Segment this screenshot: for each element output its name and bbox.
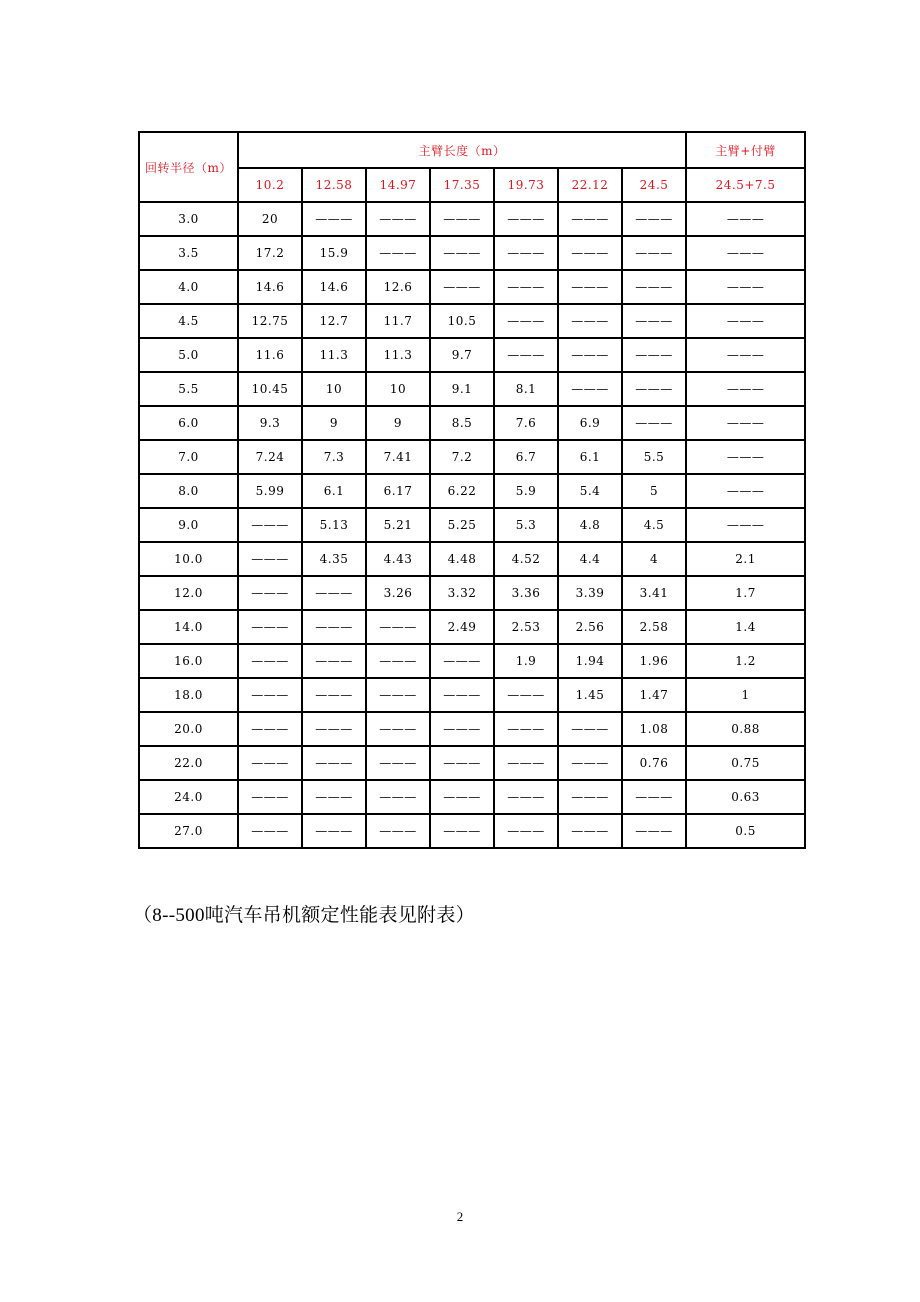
capacity-cell: ——— xyxy=(366,780,430,814)
boom-length-header: 12.58 xyxy=(302,168,366,202)
radius-cell: 14.0 xyxy=(139,610,238,644)
capacity-cell: 3.41 xyxy=(622,576,686,610)
capacity-cell: 6.1 xyxy=(558,440,622,474)
capacity-cell: ——— xyxy=(430,202,494,236)
capacity-cell: 9 xyxy=(302,406,366,440)
capacity-cell: 0.76 xyxy=(622,746,686,780)
capacity-cell: 2.58 xyxy=(622,610,686,644)
capacity-cell: ——— xyxy=(302,576,366,610)
table-row xyxy=(139,304,805,338)
capacity-cell: 1.7 xyxy=(686,576,805,610)
capacity-cell: ——— xyxy=(430,270,494,304)
capacity-cell: 5.3 xyxy=(494,508,558,542)
capacity-cell: 11.7 xyxy=(366,304,430,338)
capacity-cell: ——— xyxy=(558,814,622,848)
capacity-cell: ——— xyxy=(238,814,302,848)
capacity-cell: 1.45 xyxy=(558,678,622,712)
table-row xyxy=(139,202,805,236)
capacity-cell: 4.43 xyxy=(366,542,430,576)
capacity-cell: ——— xyxy=(366,712,430,746)
capacity-cell: 11.3 xyxy=(366,338,430,372)
radius-cell: 24.0 xyxy=(139,780,238,814)
capacity-cell: ——— xyxy=(558,338,622,372)
capacity-cell: 11.6 xyxy=(238,338,302,372)
radius-cell: 3.5 xyxy=(139,236,238,270)
capacity-cell: ——— xyxy=(302,814,366,848)
capacity-cell: 5.9 xyxy=(494,474,558,508)
capacity-cell: ——— xyxy=(494,678,558,712)
capacity-cell: 5.25 xyxy=(430,508,494,542)
radius-cell: 8.0 xyxy=(139,474,238,508)
table-row xyxy=(139,814,805,848)
capacity-cell: ——— xyxy=(302,678,366,712)
capacity-cell: ——— xyxy=(494,304,558,338)
capacity-cell: 4 xyxy=(622,542,686,576)
capacity-cell: 4.52 xyxy=(494,542,558,576)
capacity-cell: 4.35 xyxy=(302,542,366,576)
capacity-cell: ——— xyxy=(238,746,302,780)
capacity-cell: 12.6 xyxy=(366,270,430,304)
crane-capacity-table xyxy=(138,131,806,849)
capacity-cell: 0.63 xyxy=(686,780,805,814)
radius-cell: 5.5 xyxy=(139,372,238,406)
capacity-cell: 5.99 xyxy=(238,474,302,508)
capacity-cell: 0.88 xyxy=(686,712,805,746)
capacity-cell: ——— xyxy=(558,780,622,814)
capacity-cell: ——— xyxy=(366,814,430,848)
radius-cell: 4.5 xyxy=(139,304,238,338)
page-number: 2 xyxy=(456,1209,464,1224)
capacity-cell: ——— xyxy=(686,304,805,338)
capacity-cell: 10 xyxy=(366,372,430,406)
capacity-cell: ——— xyxy=(622,304,686,338)
capacity-cell: ——— xyxy=(238,780,302,814)
capacity-cell: ——— xyxy=(366,678,430,712)
capacity-cell: 9.7 xyxy=(430,338,494,372)
capacity-cell: ——— xyxy=(366,236,430,270)
capacity-cell: ——— xyxy=(686,440,805,474)
radius-cell: 22.0 xyxy=(139,746,238,780)
capacity-cell: ——— xyxy=(686,406,805,440)
capacity-cell: 12.7 xyxy=(302,304,366,338)
capacity-cell: ——— xyxy=(238,610,302,644)
capacity-cell: ——— xyxy=(686,508,805,542)
radius-cell: 18.0 xyxy=(139,678,238,712)
capacity-cell: ——— xyxy=(494,202,558,236)
table-row xyxy=(139,372,805,406)
capacity-cell: ——— xyxy=(302,610,366,644)
capacity-cell: 5.21 xyxy=(366,508,430,542)
capacity-cell: 12.75 xyxy=(238,304,302,338)
capacity-cell: ——— xyxy=(686,236,805,270)
radius-cell: 27.0 xyxy=(139,814,238,848)
capacity-cell: ——— xyxy=(238,644,302,678)
capacity-cell: 9.3 xyxy=(238,406,302,440)
capacity-cell: ——— xyxy=(430,236,494,270)
capacity-cell: ——— xyxy=(622,372,686,406)
radius-cell: 6.0 xyxy=(139,406,238,440)
capacity-cell: ——— xyxy=(366,644,430,678)
capacity-cell: 10.5 xyxy=(430,304,494,338)
capacity-cell: 6.7 xyxy=(494,440,558,474)
capacity-cell: 2.56 xyxy=(558,610,622,644)
capacity-cell: ——— xyxy=(238,576,302,610)
capacity-cell: 5.4 xyxy=(558,474,622,508)
radius-cell: 16.0 xyxy=(139,644,238,678)
capacity-cell: ——— xyxy=(494,236,558,270)
table-row xyxy=(139,712,805,746)
capacity-cell: 2.53 xyxy=(494,610,558,644)
table-row xyxy=(139,406,805,440)
capacity-cell: 2.49 xyxy=(430,610,494,644)
radius-cell: 10.0 xyxy=(139,542,238,576)
capacity-cell: ——— xyxy=(302,780,366,814)
capacity-cell: ——— xyxy=(558,372,622,406)
capacity-cell: ——— xyxy=(302,712,366,746)
capacity-cell: ——— xyxy=(622,780,686,814)
capacity-cell: 1.2 xyxy=(686,644,805,678)
capacity-cell: ——— xyxy=(302,644,366,678)
capacity-cell: ——— xyxy=(686,474,805,508)
radius-cell: 20.0 xyxy=(139,712,238,746)
boom-length-header: 24.5+7.5 xyxy=(686,168,805,202)
capacity-cell: 7.24 xyxy=(238,440,302,474)
table-row xyxy=(139,576,805,610)
radius-header: 回转半径（m） xyxy=(139,132,238,202)
capacity-cell: 14.6 xyxy=(302,270,366,304)
capacity-cell: 2.1 xyxy=(686,542,805,576)
capacity-cell: 5.13 xyxy=(302,508,366,542)
capacity-cell: ——— xyxy=(238,712,302,746)
table-row xyxy=(139,746,805,780)
boom-length-header: 24.5 xyxy=(622,168,686,202)
capacity-cell: ——— xyxy=(558,270,622,304)
capacity-cell: 3.26 xyxy=(366,576,430,610)
capacity-cell: 9 xyxy=(366,406,430,440)
capacity-cell: 17.2 xyxy=(238,236,302,270)
capacity-cell: 15.9 xyxy=(302,236,366,270)
main-boom-header: 主臂长度（m） xyxy=(238,132,686,168)
radius-cell: 12.0 xyxy=(139,576,238,610)
capacity-cell: ——— xyxy=(558,746,622,780)
capacity-cell: 1.47 xyxy=(622,678,686,712)
capacity-cell: 1.9 xyxy=(494,644,558,678)
capacity-cell: ——— xyxy=(686,372,805,406)
boom-length-header: 14.97 xyxy=(366,168,430,202)
capacity-cell: ——— xyxy=(366,746,430,780)
capacity-cell: ——— xyxy=(558,712,622,746)
radius-cell: 9.0 xyxy=(139,508,238,542)
capacity-cell: 0.75 xyxy=(686,746,805,780)
table-row xyxy=(139,440,805,474)
capacity-cell: 6.22 xyxy=(430,474,494,508)
table-row xyxy=(139,338,805,372)
capacity-cell: ——— xyxy=(366,202,430,236)
boom-length-header: 17.35 xyxy=(430,168,494,202)
capacity-cell: 11.3 xyxy=(302,338,366,372)
table-row xyxy=(139,474,805,508)
capacity-cell: 6.9 xyxy=(558,406,622,440)
capacity-cell: 7.2 xyxy=(430,440,494,474)
table-row xyxy=(139,508,805,542)
capacity-cell: ——— xyxy=(430,712,494,746)
capacity-cell: 5.5 xyxy=(622,440,686,474)
capacity-cell: 6.1 xyxy=(302,474,366,508)
capacity-cell: ——— xyxy=(686,202,805,236)
capacity-cell: ——— xyxy=(622,236,686,270)
capacity-cell: ——— xyxy=(494,814,558,848)
boom-length-header: 10.2 xyxy=(238,168,302,202)
capacity-cell: 1.08 xyxy=(622,712,686,746)
capacity-cell: ——— xyxy=(238,678,302,712)
capacity-cell: ——— xyxy=(430,746,494,780)
capacity-cell: ——— xyxy=(494,746,558,780)
radius-cell: 5.0 xyxy=(139,338,238,372)
capacity-cell: ——— xyxy=(302,202,366,236)
table-row xyxy=(139,780,805,814)
radius-cell: 7.0 xyxy=(139,440,238,474)
capacity-cell: ——— xyxy=(302,746,366,780)
capacity-cell: 3.32 xyxy=(430,576,494,610)
radius-cell: 3.0 xyxy=(139,202,238,236)
capacity-cell: ——— xyxy=(238,542,302,576)
capacity-cell: ——— xyxy=(494,270,558,304)
capacity-cell: ——— xyxy=(622,338,686,372)
capacity-cell: 1.96 xyxy=(622,644,686,678)
capacity-cell: ——— xyxy=(238,508,302,542)
capacity-cell: 5 xyxy=(622,474,686,508)
table-row xyxy=(139,542,805,576)
capacity-cell: ——— xyxy=(366,610,430,644)
capacity-cell: ——— xyxy=(430,678,494,712)
capacity-cell: ——— xyxy=(558,236,622,270)
table-row xyxy=(139,678,805,712)
table-row xyxy=(139,644,805,678)
table-row xyxy=(139,610,805,644)
capacity-cell: ——— xyxy=(686,270,805,304)
capacity-cell: 4.48 xyxy=(430,542,494,576)
capacity-cell: 1 xyxy=(686,678,805,712)
capacity-cell: 6.17 xyxy=(366,474,430,508)
capacity-cell: ——— xyxy=(558,304,622,338)
capacity-cell: 9.1 xyxy=(430,372,494,406)
capacity-cell: 1.94 xyxy=(558,644,622,678)
capacity-cell: 20 xyxy=(238,202,302,236)
radius-cell: 4.0 xyxy=(139,270,238,304)
capacity-cell: 7.3 xyxy=(302,440,366,474)
capacity-cell: 4.5 xyxy=(622,508,686,542)
capacity-cell: 0.5 xyxy=(686,814,805,848)
capacity-cell: 7.41 xyxy=(366,440,430,474)
capacity-cell: 3.36 xyxy=(494,576,558,610)
capacity-cell: ——— xyxy=(494,338,558,372)
capacity-cell: ——— xyxy=(622,814,686,848)
capacity-cell: 1.4 xyxy=(686,610,805,644)
capacity-cell: 14.6 xyxy=(238,270,302,304)
capacity-cell: 8.5 xyxy=(430,406,494,440)
capacity-cell: ——— xyxy=(622,270,686,304)
capacity-cell: 10.45 xyxy=(238,372,302,406)
table-row xyxy=(139,236,805,270)
capacity-cell: 7.6 xyxy=(494,406,558,440)
capacity-cell: 4.4 xyxy=(558,542,622,576)
capacity-cell: ——— xyxy=(430,644,494,678)
combo-boom-header: 主臂+付臂 xyxy=(686,132,805,168)
capacity-cell: 3.39 xyxy=(558,576,622,610)
capacity-cell: ——— xyxy=(558,202,622,236)
capacity-cell: ——— xyxy=(622,202,686,236)
capacity-cell: ——— xyxy=(430,780,494,814)
capacity-cell: 8.1 xyxy=(494,372,558,406)
capacity-cell: ——— xyxy=(686,338,805,372)
appendix-note: （8--500吨汽车吊机额定性能表见附表） xyxy=(133,905,475,926)
capacity-cell: ——— xyxy=(430,814,494,848)
table-row xyxy=(139,270,805,304)
capacity-cell: ——— xyxy=(494,780,558,814)
boom-length-header: 19.73 xyxy=(494,168,558,202)
capacity-cell: 10 xyxy=(302,372,366,406)
boom-length-header: 22.12 xyxy=(558,168,622,202)
boom-length-row xyxy=(139,168,805,202)
capacity-cell: ——— xyxy=(622,406,686,440)
capacity-cell: 4.8 xyxy=(558,508,622,542)
capacity-cell: ——— xyxy=(494,712,558,746)
